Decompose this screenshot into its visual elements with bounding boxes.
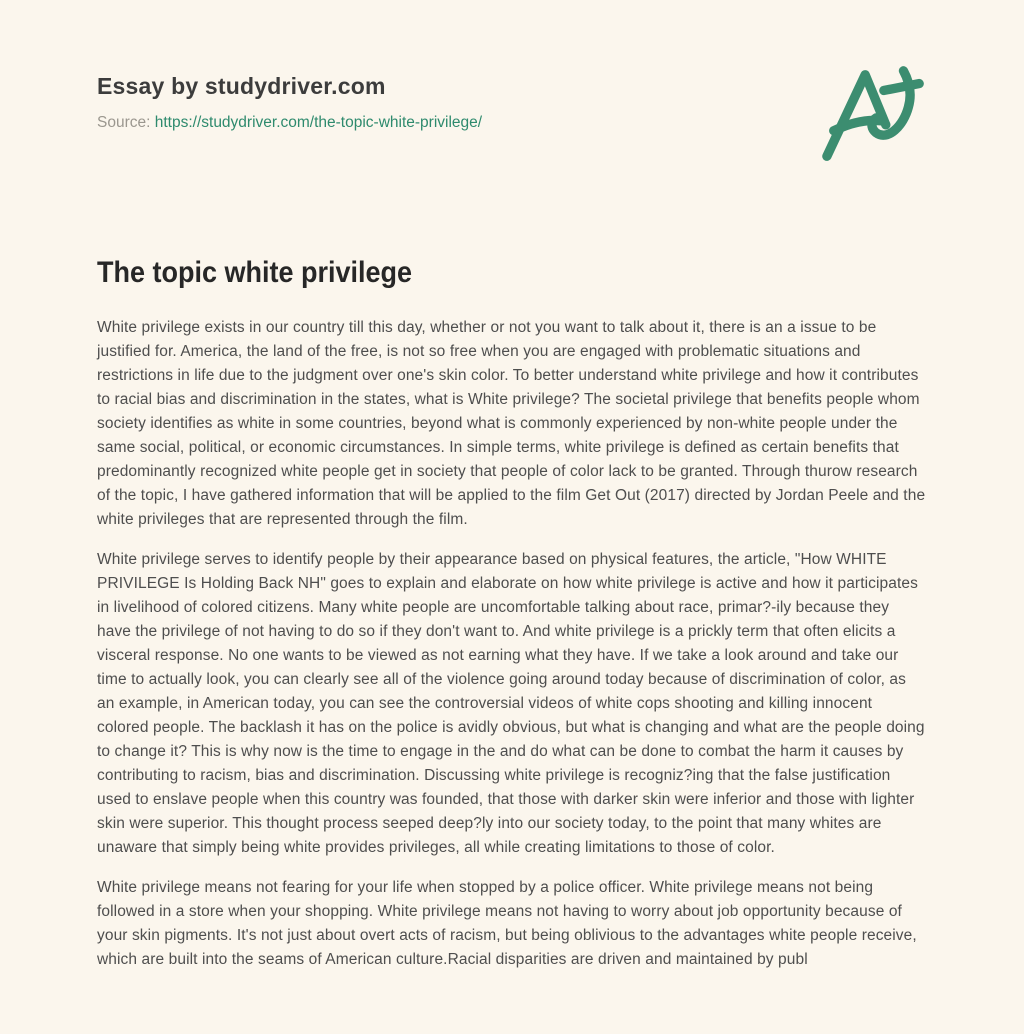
a-plus-logo-icon <box>821 64 929 166</box>
essay-paragraph: White privilege means not fearing for your life when stopped by a police officer. White privilege means not being followed in a store when your shopping. White privilege means not having to worry about job opportunity because of your skin pigments. It's not just about overt acts of racism, but being oblivious to the advantages white people receive, which are built into the seams of American culture.Racial disparities are driven and maintained by publ <box>97 879 917 968</box>
essay-paragraph: White privilege serves to identify people by their appearance based on physical features, the article, "How WHITE PRIVILEGE Is Holding Back NH" goes to explain and elaborate on how white privilege is active and how it participates in livelihood of colored citizens. Many white people are uncomfortable talking about race, primar?-ily because they have the privilege of not having to do so if they don't want to. And white privilege is a prickly term that often elicits a visceral response. No one wants to be viewed as not earning what they have. If we take a look around and take our time to actually look, you can clearly see all of the violence going around today because of discrimination of color, as an example, in American today, you can see the controversial videos of white cops shooting and killing innocent colored people. The backlash it has on the police is avidly obvious, but what is changing and what are the people doing to change it? This is why now is the time to engage in the and do what can be done to combat the harm it causes by contributing to racism, bias and discrimination. Discussing white privilege is recogniz?ing that the false justification used to enslave people when this country was founded, that those with darker skin were inferior and those with lighter skin were superior. This thought process seeped deep?ly into our society today, to the point that many whites are unaware that simply being white provides privileges, all while creating limitations to those of color. <box>97 551 925 856</box>
source-link[interactable]: https://studydriver.com/the-topic-white-privilege/ <box>154 114 483 131</box>
essay-body <box>97 316 927 972</box>
essay-paragraph: White privilege exists in our country till this day, whether or not you want to talk about it, there is an a issue to be justified for. America, the land of the free, is not so free when you are engaged with problematic situations and restrictions in life due to the judgment over one's skin color. To better understand white privilege and how it contributes to racial bias and discrimination in the states, what is White privilege? The societal privilege that benefits people whom society identifies as white in some countries, beyond what is commonly experienced by non-white people under the same social, political, or economic circumstances. In simple terms, white privilege is defined as certain benefits that predominantly recognized white people get in society that people of color lack to be granted. Through thurow research of the topic, I have gathered information that will be applied to the film Get Out (2017) directed by Jordan Peele and the white privileges that are represented through the film. <box>97 319 926 528</box>
site-heading: Essay by studydriver.com <box>97 73 386 99</box>
source-label: Source: <box>97 114 151 131</box>
essay-content <box>97 254 927 972</box>
source-line <box>97 112 927 134</box>
page-header <box>97 72 927 134</box>
essay-title: The topic white privilege <box>97 256 413 289</box>
